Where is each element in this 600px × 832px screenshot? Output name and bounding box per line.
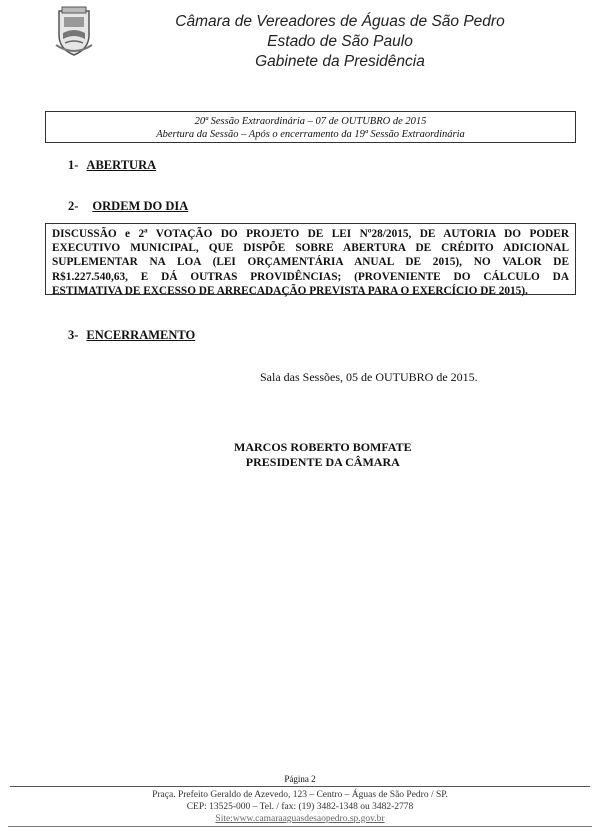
item-label: ENCERRAMENTO <box>86 328 196 342</box>
item-number: 2- <box>68 199 79 213</box>
footer-address: Praça. Prefeito Geraldo de Azevedo, 123 – Centro – Águas de São Pedro / SP. <box>152 790 448 800</box>
state-name: Estado de São Paulo <box>267 33 413 50</box>
agenda-line: DISCUSSÃO e 2ª VOTAÇÃO DO PROJETO DE LEI Nº28/2015, DE AUTORIA DO PODER <box>52 228 569 240</box>
session-title: 20ª Sessão Extraordinária – 07 de OUTUBRO de 2015 <box>194 116 427 127</box>
place-date: Sala das Sessões, 05 de OUTUBRO de 2015. <box>260 370 478 384</box>
item-number: 1- <box>68 158 79 172</box>
chamber-name: Câmara de Vereadores de Águas de São Pedro <box>175 13 505 30</box>
item-encerramento <box>68 328 195 343</box>
signer-name: MARCOS ROBERTO BOMFATE <box>234 440 412 454</box>
item-ordem-do-dia <box>68 199 188 214</box>
bottom-divider <box>8 826 592 827</box>
signature-block <box>234 440 412 470</box>
agenda-line: R$1.227.540,63, E DÁ OUTRAS PROVIDÊNCIAS; (PROVENIENTE DO CÁLCULO DA <box>52 270 569 283</box>
session-subtitle: Abertura da Sessão – Após o encerramento da 19ª Sessão Extraordinária <box>156 129 465 140</box>
agenda-line: EXECUTIVO MUNICIPAL, QUE DISPÕE SOBRE ABERTURA DE CRÉDITO ADICIONAL <box>52 242 569 255</box>
item-label: ABERTURA <box>86 158 157 172</box>
item-label: ORDEM DO DIA <box>92 199 189 213</box>
item-number: 3- <box>68 328 79 342</box>
footer-site-link[interactable]: Site:www.camaraaguasdesaopedro.sp.gov.br <box>215 814 385 824</box>
agenda-line: SUPLEMENTAR NA LOA (LEI ORÇAMENTÁRIA ANUAL DE 2015), NO VALOR DE <box>52 256 569 269</box>
coat-of-arms-icon <box>53 5 95 57</box>
signer-title: PRESIDENTE DA CÂMARA <box>245 455 400 469</box>
agenda-box <box>45 223 576 295</box>
office-name: Gabinete da Presidência <box>255 53 425 70</box>
footer-contact: CEP: 13525-000 – Tel. / fax: (19) 3482-1348 ou 3482-2778 <box>186 802 414 812</box>
footer <box>0 789 600 825</box>
footer-divider <box>10 786 590 787</box>
session-box <box>45 111 576 143</box>
item-abertura <box>68 158 156 173</box>
agenda-line: ESTIMATIVA DE EXCESSO DE ARRECADAÇÃO PREVISTA PARA O EXERCÍCIO DE 2015). <box>52 284 528 297</box>
page-number: Página 2 <box>284 774 316 784</box>
document-header <box>120 12 560 72</box>
